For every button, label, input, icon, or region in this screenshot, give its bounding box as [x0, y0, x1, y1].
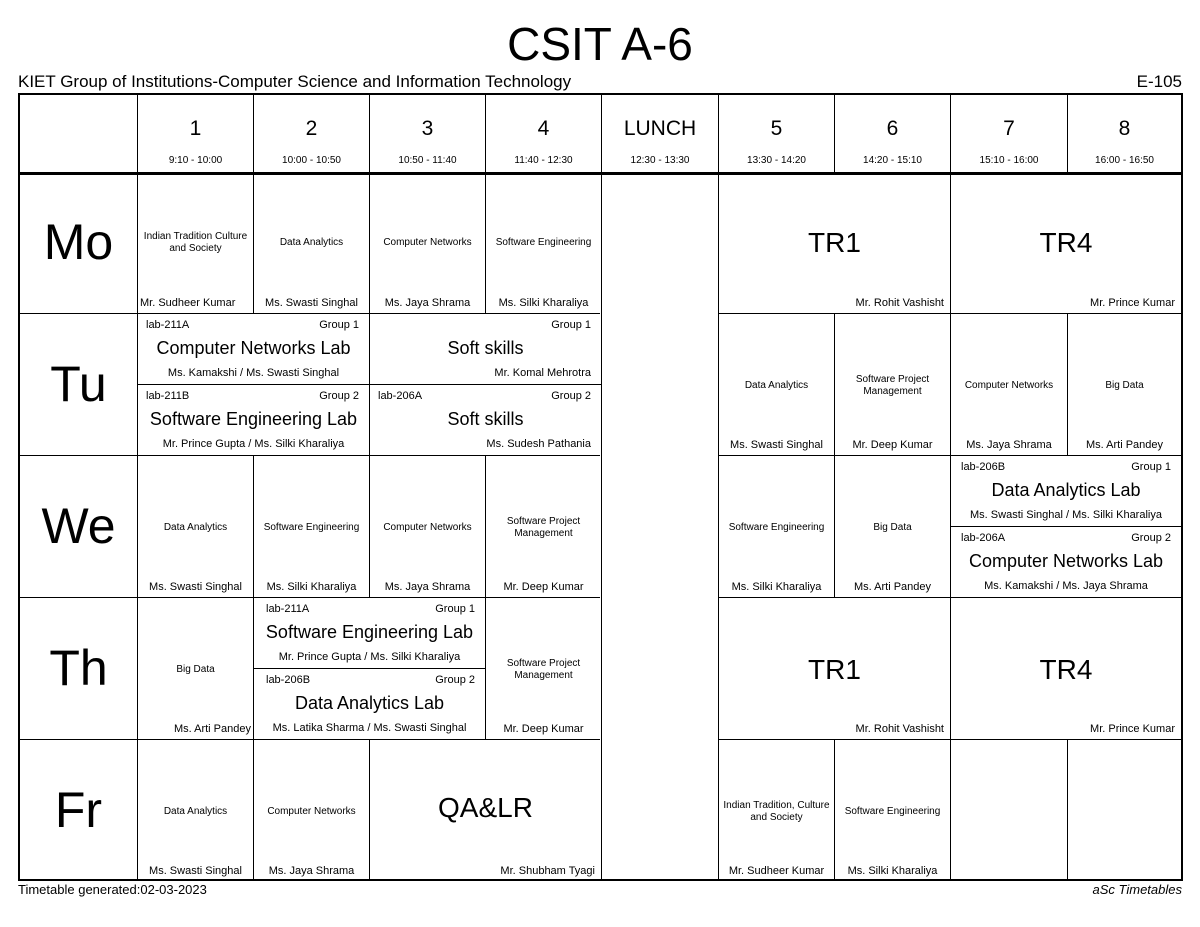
class-cell[interactable] — [835, 456, 950, 597]
subject-name: Software Engineering — [495, 237, 592, 248]
lab-room: lab-206A — [378, 390, 423, 402]
class-cell[interactable] — [951, 314, 1067, 455]
teacher-name: Ms. Jaya Shrama — [384, 297, 471, 309]
class-cell[interactable] — [835, 740, 950, 881]
lab-name: Software Engineering Lab — [265, 622, 474, 642]
generator-credit: aSc Timetables — [1092, 882, 1182, 897]
subject-name: Data Analytics — [279, 237, 344, 248]
day-label-fr: Fr — [54, 782, 103, 838]
subject-name: Computer Networks — [964, 380, 1054, 391]
period-time: 16:00 - 16:50 — [1095, 155, 1154, 166]
teacher-name: Ms. Swasti Singhal — [149, 865, 242, 877]
subject-name: Data Analytics — [163, 806, 228, 817]
subject-name: Software Engineering — [263, 522, 360, 533]
teacher-name: Ms. Kamakshi / Ms. Swasti Singhal — [167, 367, 340, 379]
generated-date: Timetable generated:02-03-2023 — [18, 882, 207, 897]
period-time: 10:50 - 11:40 — [398, 155, 457, 166]
period-header-3 — [370, 95, 485, 172]
teacher-name: Ms. Jaya Shrama — [384, 581, 471, 593]
day-label-mo: Mo — [43, 214, 114, 270]
lab-group: Group 1 — [435, 603, 475, 615]
subject-name: Data Analytics — [744, 380, 809, 391]
period-number: 2 — [305, 117, 318, 140]
class-cell[interactable] — [486, 456, 601, 597]
day-label-tu: Tu — [50, 356, 107, 412]
lab-cell[interactable] — [138, 314, 369, 384]
period-time: 14:20 - 15:10 — [863, 155, 922, 166]
period-header-8 — [1068, 95, 1181, 172]
teacher-name: Ms. Silki Kharaliya — [847, 865, 938, 877]
teacher-name: Ms. Arti Pandey — [173, 723, 251, 735]
teacher-name: Ms. Jaya Shrama — [268, 865, 355, 877]
class-cell[interactable] — [254, 175, 369, 313]
lab-group: Group 2 — [319, 390, 359, 402]
institution-subtitle: KIET Group of Institutions-Computer Science and Information Technology — [18, 72, 572, 91]
teacher-name: Mr. Shubham Tyagi — [500, 865, 595, 877]
lab-group: Group 2 — [435, 674, 475, 686]
period-number: 7 — [1003, 117, 1015, 140]
teacher-name: Mr. Prince Kumar — [1090, 723, 1175, 735]
lab-room: lab-206B — [961, 461, 1006, 473]
teacher-name: Mr. Deep Kumar — [503, 581, 584, 593]
lab-room: lab-211A — [266, 603, 310, 615]
period-number: 8 — [1118, 117, 1131, 140]
period-header-1 — [138, 95, 253, 172]
teacher-name: Mr. Sudheer Kumar — [140, 297, 236, 309]
day-label-th: Th — [49, 640, 108, 696]
subject-name: Software Project Management — [506, 658, 581, 681]
lab-cell[interactable] — [138, 385, 369, 455]
col-divider — [601, 95, 602, 881]
period-header-6 — [835, 95, 950, 172]
class-cell[interactable] — [254, 740, 369, 881]
period-number: 4 — [537, 117, 550, 140]
teacher-name: Ms. Jaya Shrama — [966, 439, 1052, 451]
class-cell[interactable] — [835, 314, 950, 455]
col-divider — [950, 740, 951, 881]
class-cell[interactable] — [138, 456, 253, 597]
period-header-4 — [486, 95, 601, 172]
teacher-name: Mr. Prince Gupta / Ms. Silki Kharaliya — [162, 438, 345, 450]
subject-name: Computer Networks — [267, 806, 356, 817]
class-cell[interactable] — [719, 175, 950, 313]
class-cell[interactable] — [370, 740, 601, 881]
period-time: 10:00 - 10:50 — [282, 155, 341, 166]
teacher-name: Ms. Swasti Singhal — [149, 581, 242, 593]
lab-room: lab-206B — [266, 674, 311, 686]
page-title: CSIT A-6 — [507, 18, 693, 70]
teacher-name: Ms. Swasti Singhal — [265, 297, 358, 309]
class-cell[interactable] — [719, 598, 950, 739]
subject-name: Indian Tradition, Culture and Society — [723, 800, 830, 823]
period-time: 11:40 - 12:30 — [514, 155, 573, 166]
room-label: E-105 — [1136, 72, 1182, 91]
lab-cell[interactable] — [254, 598, 485, 668]
period-header-lunch — [602, 95, 718, 172]
teacher-name: Mr. Deep Kumar — [503, 723, 584, 735]
class-cell[interactable] — [138, 598, 253, 739]
lab-name: Data Analytics Lab — [294, 693, 445, 713]
teacher-name: Ms. Silki Kharaliya — [731, 581, 822, 593]
lab-group: Group 1 — [319, 319, 359, 331]
class-cell[interactable] — [719, 456, 834, 597]
subject-name: Software Project Management — [506, 516, 581, 539]
lab-cell[interactable] — [951, 527, 1181, 597]
subject-name: Software Engineering — [844, 806, 941, 817]
subject-name: Computer Networks — [383, 237, 472, 248]
period-header-2 — [254, 95, 369, 172]
teacher-name: Ms. Kamakshi / Ms. Jaya Shrama — [984, 580, 1148, 592]
col-divider — [1067, 740, 1068, 881]
teacher-name: Ms. Latika Sharma / Ms. Swasti Singhal — [272, 722, 467, 734]
lab-name: Computer Networks Lab — [968, 551, 1164, 571]
subject-name: TR1 — [808, 654, 861, 685]
teacher-name: Mr. Rohit Vashisht — [855, 723, 944, 735]
subject-name: Computer Networks — [383, 522, 472, 533]
class-cell[interactable] — [951, 175, 1181, 313]
teacher-name: Mr. Rohit Vashisht — [855, 297, 944, 309]
class-cell[interactable] — [370, 456, 485, 597]
subject-name: TR4 — [1039, 654, 1093, 685]
lab-cell[interactable] — [254, 669, 485, 739]
class-cell[interactable] — [486, 175, 601, 313]
lab-group: Group 1 — [551, 319, 591, 331]
teacher-name: Mr. Komal Mehrotra — [494, 367, 591, 379]
subject-name: TR1 — [808, 227, 861, 258]
lab-group: Group 1 — [1131, 461, 1171, 473]
lab-name: Data Analytics Lab — [991, 480, 1141, 500]
lab-group: Group 2 — [1131, 532, 1171, 544]
class-cell[interactable] — [719, 314, 834, 455]
subject-name: Indian Tradition Culture and Society — [143, 231, 248, 254]
lab-room: lab-211B — [146, 390, 190, 402]
period-time: 9:10 - 10:00 — [168, 155, 223, 166]
period-number: 6 — [886, 117, 899, 140]
teacher-name: Ms. Swasti Singhal / Ms. Silki Kharaliya — [970, 509, 1162, 521]
teacher-name: Mr. Prince Gupta / Ms. Silki Kharaliya — [278, 651, 461, 663]
subject-name: Software Engineering — [728, 522, 825, 533]
teacher-name: Mr. Prince Kumar — [1090, 297, 1175, 309]
teacher-name: Ms. Arti Pandey — [853, 581, 932, 593]
teacher-name: Ms. Silki Kharaliya — [266, 581, 357, 593]
lab-cell[interactable] — [370, 385, 601, 455]
lab-name: Soft skills — [447, 409, 524, 429]
class-cell[interactable] — [951, 598, 1181, 739]
subject-name: Data Analytics — [163, 522, 228, 533]
class-cell[interactable] — [138, 175, 253, 313]
period-number: 1 — [189, 117, 202, 140]
lab-room: lab-206A — [961, 532, 1006, 544]
class-cell[interactable] — [370, 175, 485, 313]
class-cell[interactable] — [719, 740, 834, 881]
period-number: 3 — [421, 117, 434, 140]
class-cell[interactable] — [486, 598, 601, 739]
lab-name: Soft skills — [447, 338, 524, 358]
teacher-name: Mr. Deep Kumar — [852, 439, 933, 451]
teacher-name: Ms. Arti Pandey — [1085, 439, 1164, 451]
period-number: LUNCH — [623, 117, 697, 140]
teacher-name: Mr. Sudheer Kumar — [728, 865, 825, 877]
lab-name: Computer Networks Lab — [156, 338, 351, 358]
subject-name: TR4 — [1039, 227, 1093, 258]
period-number: 5 — [770, 117, 783, 140]
teacher-name: Ms. Swasti Singhal — [730, 439, 823, 451]
timetable-grid — [18, 93, 1183, 881]
class-cell[interactable] — [1068, 314, 1181, 455]
class-cell[interactable] — [138, 740, 253, 881]
class-cell[interactable] — [254, 456, 369, 597]
lab-cell[interactable] — [951, 456, 1181, 526]
lab-room: lab-211A — [146, 319, 190, 331]
lab-cell[interactable] — [370, 314, 601, 384]
subject-name: Software Project Management — [855, 374, 930, 397]
period-time: 13:30 - 14:20 — [747, 155, 806, 166]
day-label-we: We — [41, 498, 116, 554]
lab-name: Software Engineering Lab — [149, 409, 358, 429]
period-header-7 — [951, 95, 1067, 172]
subject-name: QA&LR — [438, 792, 533, 823]
period-time: 12:30 - 13:30 — [630, 155, 690, 166]
subject-name: Big Data — [1105, 380, 1144, 391]
lab-group: Group 2 — [551, 390, 591, 402]
subject-name: Big Data — [873, 522, 912, 533]
period-header-5 — [719, 95, 834, 172]
period-time: 15:10 - 16:00 — [979, 155, 1039, 166]
subject-name: Big Data — [176, 664, 215, 675]
teacher-name: Ms. Silki Kharaliya — [498, 297, 589, 309]
teacher-name: Ms. Sudesh Pathania — [486, 438, 591, 450]
